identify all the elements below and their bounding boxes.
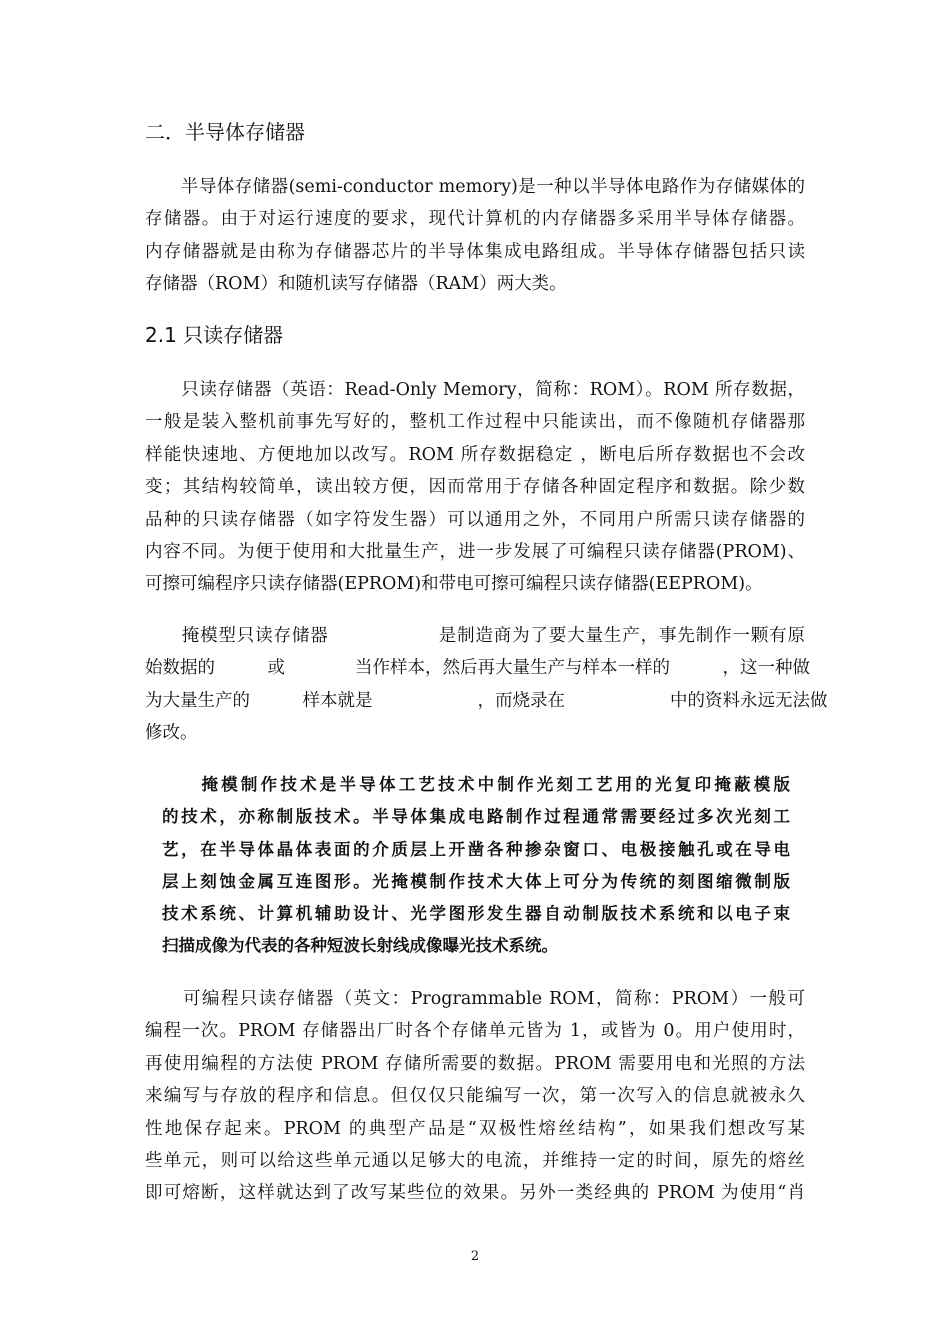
text-line: 内容不同。为便于使用和大批量生产，进一步发展了可编程只读存储器(PROM)、 (145, 542, 805, 563)
text-line: 掩模制作技术是半导体工艺技术中制作光刻工艺用的光复印掩蔽模版 (162, 775, 790, 794)
text-line: 内存储器就是由称为存储器芯片的半导体集成电路组成。半导体存储器包括只读 (145, 241, 805, 262)
page-number: 2 (470, 1249, 480, 1264)
text-line: 修改。 (145, 723, 198, 744)
text-line: 掩模型只读存储器 是制造商为了要大量生产，事先制作一颗有原 (145, 626, 805, 646)
text-line: 可编程只读存储器（英文：Programmable ROM，简称：PROM）一般可 (145, 989, 805, 1009)
subsection-heading: 2.1 只读存储器 (145, 323, 284, 347)
rom-paragraph (145, 374, 805, 601)
text-line: 品种的只读存储器（如字符发生器）可以通用之外，不同用户所需只读存储器的 (145, 509, 805, 530)
intro-paragraph (145, 171, 805, 301)
text-line: 变；其结构较简单，读出较方便，因而常用于存储各种固定程序和数据。除少数 (145, 477, 805, 498)
text-line: 层上刻蚀金属互连图形。光掩模制作技术大体上可分为传统的刻图缩微制版 (162, 871, 790, 891)
text-line: 只读存储器（英语：Read-Only Memory，简称：ROM）。ROM 所存数据， (145, 380, 805, 400)
section-heading: 二．半导体存储器 (145, 120, 305, 144)
mask-technology-paragraph (162, 769, 790, 963)
text-line: 可擦可编程序只读存储器(EPROM)和带电可擦可编程只读存储器(EEPROM)。 (145, 574, 763, 595)
text-line: 的技术，亦称制版技术。半导体集成电路制作过程通常需要经过多次光刻工 (162, 807, 790, 827)
text-line: 即可熔断，这样就达到了改写某些位的效果。另外一类经典的 PROM 为使用“肖 (145, 1183, 805, 1204)
text-line: 些单元，则可以给这些单元通以足够大的电流，并维持一定的时间，原先的熔丝 (145, 1151, 805, 1172)
text-line: 存储器。由于对运行速度的要求，现代计算机的内存储器多采用半导体存储器。 (145, 209, 805, 230)
prom-paragraph (145, 983, 805, 1210)
text-line: 性地保存起来。PROM 的典型产品是“双极性熔丝结构”，如果我们想改写某 (145, 1118, 805, 1139)
text-line: 艺，在半导体晶体表面的介质层上开凿各种掺杂窗口、电极接触孔或在导电 (162, 839, 790, 859)
text-line: 再使用编程的方法使 PROM 存储所需要的数据。PROM 需要用电和光照的方法 (145, 1053, 805, 1074)
text-line: 样能快速地、方便地加以改写。ROM 所存数据稳定 ，断电后所存数据也不会改 (145, 444, 805, 465)
text-line: 半导体存储器(semi-conductor memory)是一种以半导体电路作为存储媒体的 (145, 177, 805, 197)
text-line: 编程一次。PROM 存储器出厂时各个存储单元皆为 1，或皆为 0。用户使用时， (145, 1021, 805, 1042)
text-line: 为大量生产的 样本就是 ，而烧录在 中的资料永远无法做 (145, 690, 828, 711)
text-line: 技术系统、计算机辅助设计、光学图形发生器自动制版技术系统和以电子束 (162, 904, 790, 924)
text-line: 扫描成像为代表的各种短波长射线成像曝光技术系统。 (162, 936, 558, 956)
text-line: 来编写与存放的程序和信息。但仅仅只能编写一次，第一次写入的信息就被永久 (145, 1086, 805, 1107)
text-line: 存储器（ROM）和随机读写存储器（RAM）两大类。 (145, 274, 567, 295)
text-line: 始数据的 或 当作样本，然后再大量生产与样本一样的 ，这一种做 (145, 658, 810, 679)
text-line: 一般是装入整机前事先写好的，整机工作过程中只能读出，而不像随机存储器那 (145, 412, 805, 433)
mask-rom-paragraph (145, 620, 828, 750)
